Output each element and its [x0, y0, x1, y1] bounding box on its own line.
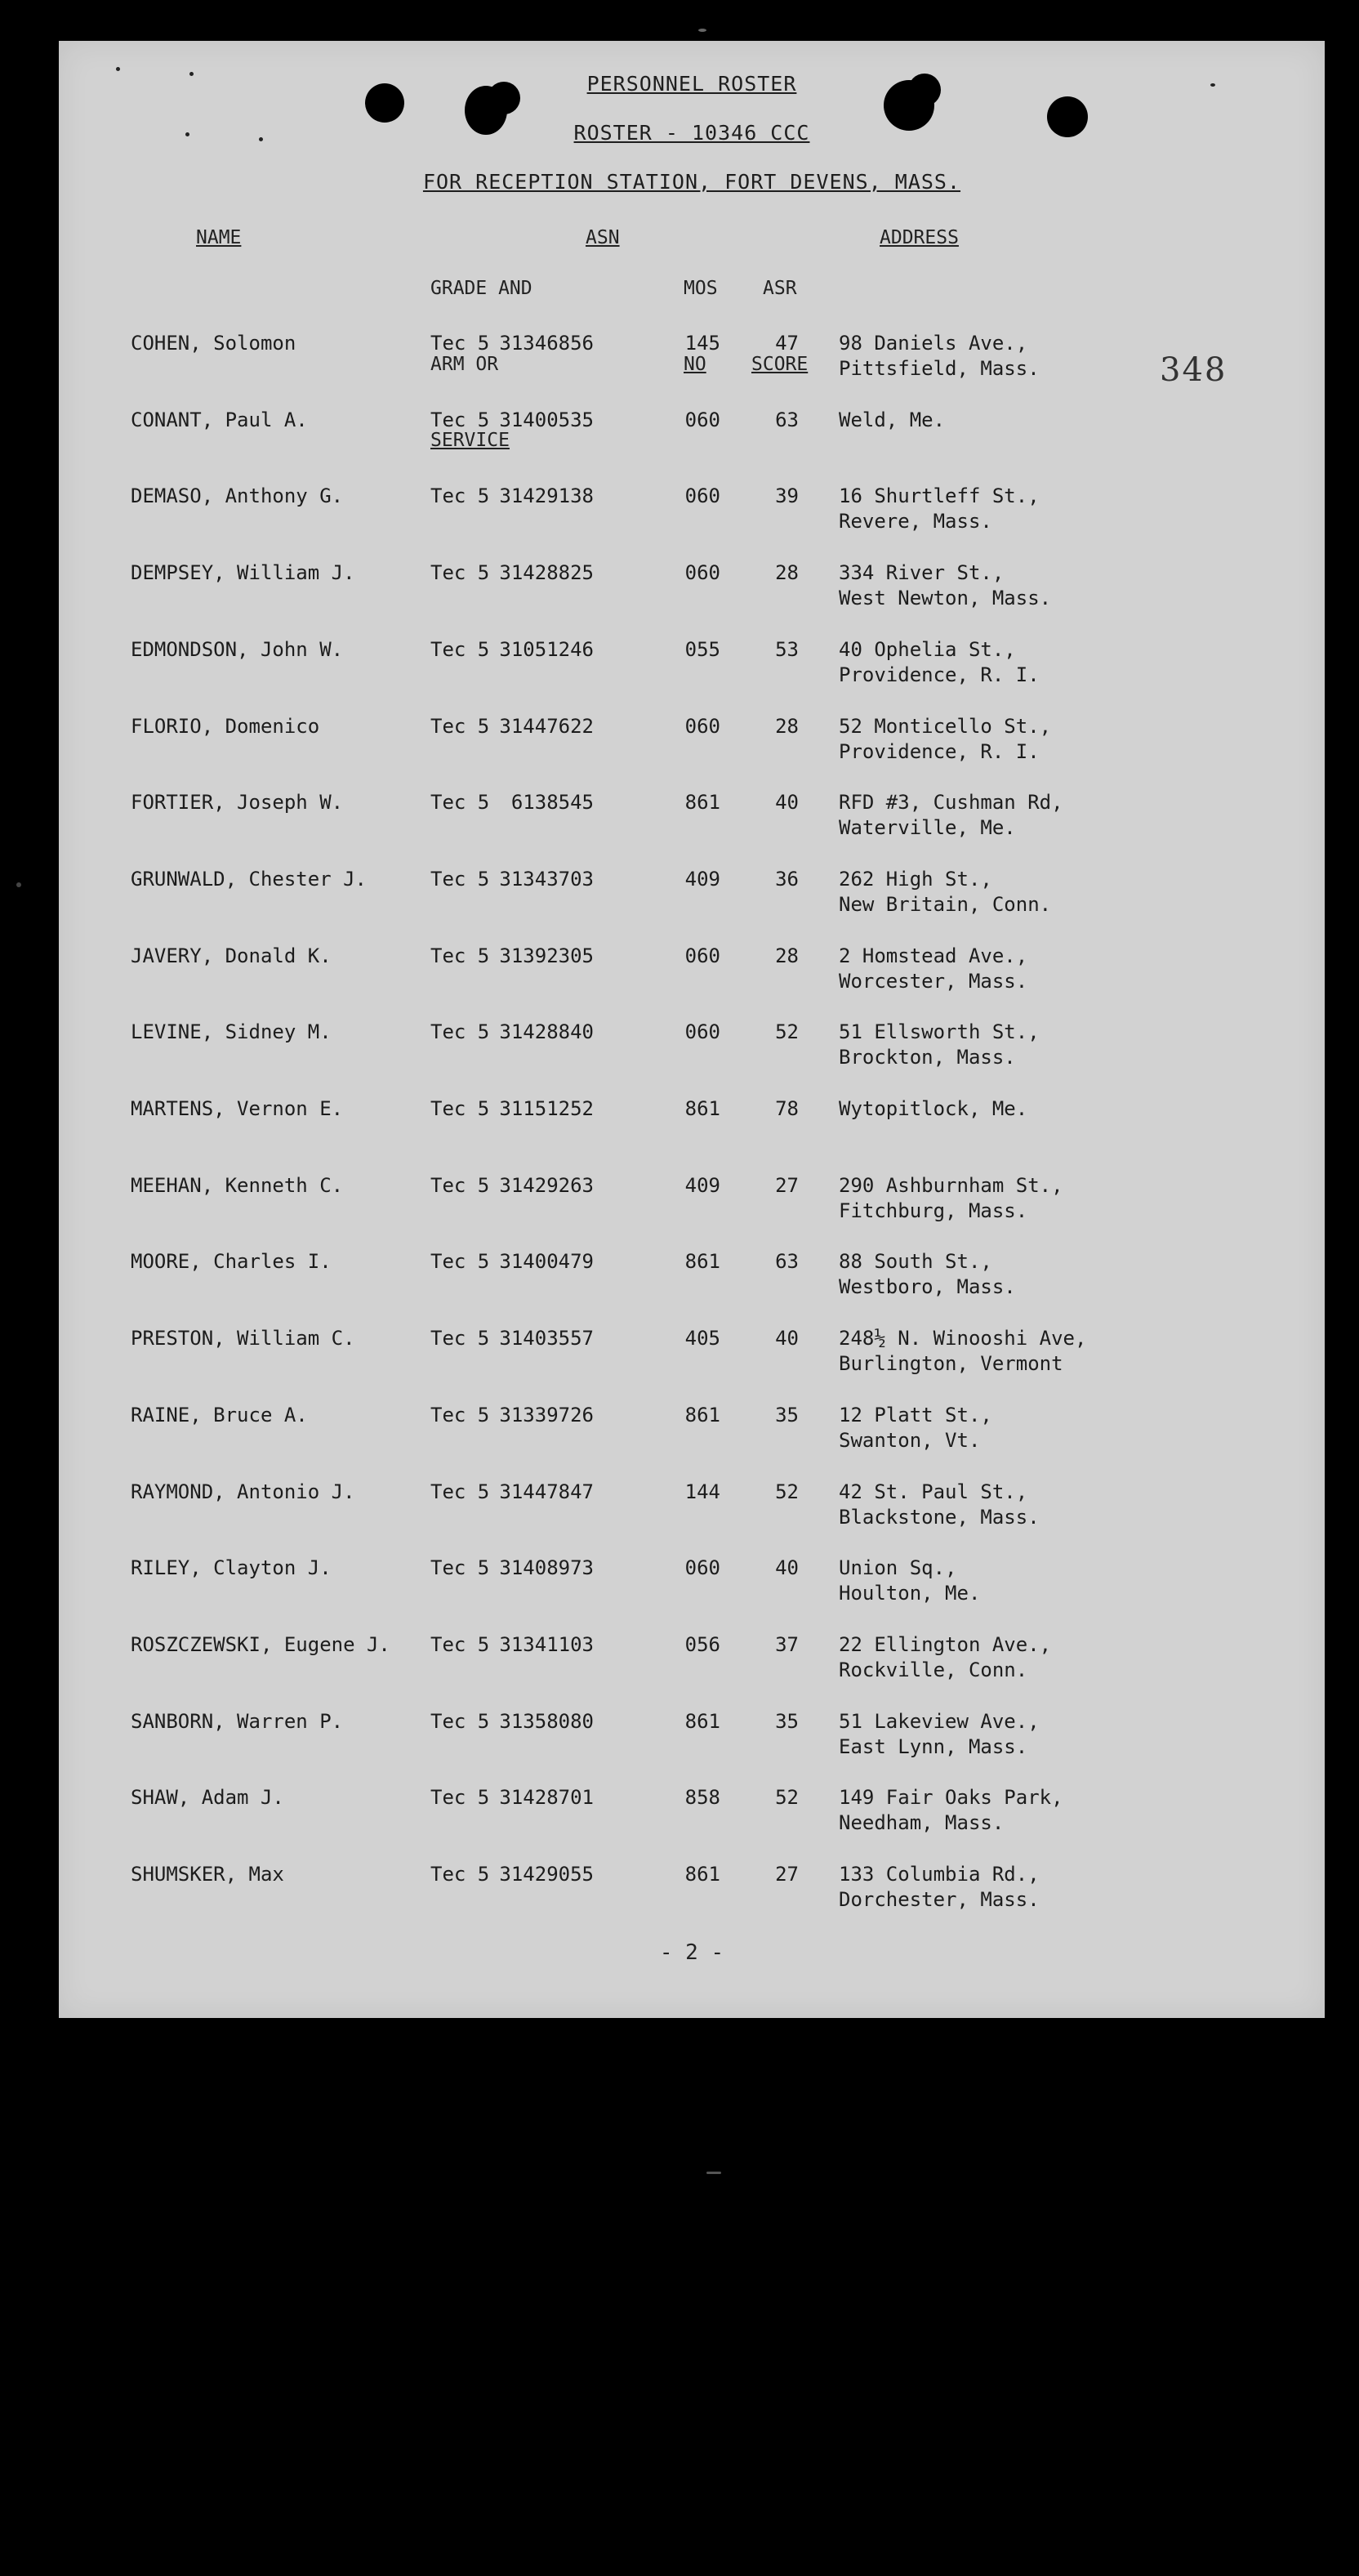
address-line: 149 Fair Oaks Park, — [839, 1786, 1063, 1809]
margin-number: 348 — [1160, 351, 1228, 389]
person-name: FORTIER, Joseph W. — [131, 791, 344, 814]
address-line: 51 Ellsworth St., — [839, 1020, 1040, 1043]
mos-number: 405 — [684, 1327, 720, 1350]
table-row — [59, 1480, 1325, 1532]
header-asn: ASN — [586, 227, 620, 248]
address-line: Waterville, Me. — [839, 816, 1016, 839]
address — [839, 1173, 1063, 1224]
asn: 31429055 — [499, 1863, 594, 1886]
address-line: RFD #3, Cushman Rd, — [839, 791, 1063, 814]
address-line: Westboro, Mass. — [839, 1275, 1016, 1298]
table-row — [59, 637, 1325, 690]
address-line: Burlington, Vermont — [839, 1352, 1063, 1375]
asr-score: 52 — [775, 1786, 799, 1809]
address — [839, 790, 1063, 841]
table-row — [59, 790, 1325, 842]
asn: 31400479 — [499, 1250, 594, 1273]
grade: Tec 5 — [430, 1327, 490, 1350]
asr-score: 52 — [775, 1020, 799, 1043]
table-row — [59, 1249, 1325, 1301]
grade: Tec 5 — [430, 1250, 490, 1273]
header-grade-line-3: SERVICE — [430, 430, 510, 451]
address-line: Brockton, Mass. — [839, 1046, 1016, 1069]
document-title: PERSONNEL ROSTER — [586, 72, 797, 96]
asn: 31403557 — [499, 1327, 594, 1350]
person-name: RAINE, Bruce A. — [131, 1404, 308, 1426]
address — [839, 1480, 1040, 1530]
address-line: Fitchburg, Mass. — [839, 1199, 1028, 1222]
address — [839, 560, 1051, 611]
person-name: FLORIO, Domenico — [131, 715, 320, 738]
address-line: 98 Daniels Ave., — [839, 332, 1028, 355]
address-line: Houlton, Me. — [839, 1582, 981, 1605]
address — [839, 484, 1040, 534]
asn: 31339726 — [499, 1404, 594, 1426]
table-row — [59, 1632, 1325, 1685]
asn: 31429263 — [499, 1174, 594, 1197]
address-line: 248½ N. Winooshi Ave, — [839, 1327, 1087, 1350]
address — [839, 408, 945, 433]
mos-number: 056 — [684, 1633, 720, 1656]
asr-score: 52 — [775, 1480, 799, 1503]
address-line: 133 Columbia Rd., — [839, 1863, 1040, 1886]
asn: 31429138 — [499, 484, 594, 507]
grade: Tec 5 — [430, 1863, 490, 1886]
asn: 31051246 — [499, 638, 594, 661]
grade: Tec 5 — [430, 1174, 490, 1197]
person-name: DEMASO, Anthony G. — [131, 484, 344, 507]
roster-sheet — [59, 41, 1325, 2018]
address — [839, 331, 1040, 382]
table-row — [59, 408, 1325, 460]
header-grade-line-1: GRADE AND — [430, 278, 532, 299]
address — [839, 1709, 1040, 1760]
address-line: West Newton, Mass. — [839, 587, 1052, 609]
mos-number: 060 — [684, 484, 720, 507]
asr-score: 39 — [775, 484, 799, 507]
mos-number: 060 — [684, 1020, 720, 1043]
grade: Tec 5 — [430, 1556, 490, 1579]
table-row — [59, 1326, 1325, 1378]
mos-number: 144 — [684, 1480, 720, 1503]
mos-number: 861 — [684, 1863, 720, 1886]
person-name: COHEN, Solomon — [131, 332, 296, 355]
asr-score: 36 — [775, 868, 799, 891]
mos-number: 060 — [684, 561, 720, 584]
person-name: RAYMOND, Antonio J. — [131, 1480, 355, 1503]
table-row — [59, 1020, 1325, 1072]
person-name: SANBORN, Warren P. — [131, 1710, 344, 1733]
speck — [698, 29, 706, 32]
mos-number: 861 — [684, 1250, 720, 1273]
asn: 31428825 — [499, 561, 594, 584]
grade: Tec 5 — [430, 1786, 490, 1809]
asr-score: 27 — [775, 1174, 799, 1197]
grade: Tec 5 — [430, 484, 490, 507]
speck — [16, 882, 21, 887]
asr-score: 28 — [775, 944, 799, 967]
mos-number: 060 — [684, 944, 720, 967]
asr-score: 63 — [775, 1250, 799, 1273]
table-row — [59, 560, 1325, 613]
address — [839, 1020, 1040, 1070]
table-row — [59, 944, 1325, 996]
header-name: NAME — [196, 227, 242, 248]
table-row — [59, 867, 1325, 919]
address-line: 2 Homstead Ave., — [839, 944, 1028, 967]
grade: Tec 5 — [430, 868, 490, 891]
header-asr-line-1: ASR — [763, 278, 797, 299]
asn: 31343703 — [499, 868, 594, 891]
person-name: ROSZCZEWSKI, Eugene J. — [131, 1633, 390, 1656]
roster-number: ROSTER - 10346 CCC — [573, 121, 810, 145]
mos-number: 861 — [684, 1404, 720, 1426]
header-grade-line-2: ARM OR — [430, 354, 499, 375]
table-row — [59, 1862, 1325, 1914]
mos-number: 409 — [684, 868, 720, 891]
address-line: Providence, R. I. — [839, 740, 1040, 763]
table-row — [59, 714, 1325, 766]
person-name: MARTENS, Vernon E. — [131, 1097, 344, 1120]
address-line: Wytopitlock, Me. — [839, 1097, 1028, 1120]
header-address: ADDRESS — [880, 227, 959, 248]
page-number: - 2 - — [659, 1940, 724, 1965]
table-row — [59, 1403, 1325, 1455]
mos-number: 060 — [684, 715, 720, 738]
address-line: Pittsfield, Mass. — [839, 357, 1040, 380]
address-line: Worcester, Mass. — [839, 970, 1028, 993]
address-line: Needham, Mass. — [839, 1811, 1005, 1834]
table-row — [59, 1556, 1325, 1608]
address-line: 52 Monticello St., — [839, 715, 1052, 738]
table-row — [59, 331, 1325, 383]
speck — [116, 67, 120, 71]
person-name: MOORE, Charles I. — [131, 1250, 332, 1273]
mos-number: 060 — [684, 408, 720, 431]
asr-score: 35 — [775, 1404, 799, 1426]
person-name: DEMPSEY, William J. — [131, 561, 355, 584]
address-line: Providence, R. I. — [839, 663, 1040, 686]
person-name: MEEHAN, Kenneth C. — [131, 1174, 344, 1197]
mos-number: 055 — [684, 638, 720, 661]
asn: 31151252 — [499, 1097, 594, 1120]
address — [839, 714, 1051, 765]
asr-score: 28 — [775, 561, 799, 584]
mos-number: 409 — [684, 1174, 720, 1197]
address-line: 22 Ellington Ave., — [839, 1633, 1052, 1656]
address — [839, 1249, 1016, 1300]
person-name: EDMONDSON, John W. — [131, 638, 344, 661]
address — [839, 637, 1040, 688]
mos-number: 861 — [684, 1097, 720, 1120]
asr-score: 78 — [775, 1097, 799, 1120]
asr-score: 40 — [775, 1327, 799, 1350]
asn: 31346856 — [499, 332, 594, 355]
address-line: Rockville, Conn. — [839, 1659, 1028, 1681]
person-name: CONANT, Paul A. — [131, 408, 308, 431]
asn: 31358080 — [499, 1710, 594, 1733]
address-line: New Britain, Conn. — [839, 893, 1052, 916]
speck — [706, 2172, 721, 2174]
asr-score: 28 — [775, 715, 799, 738]
grade: Tec 5 — [430, 332, 490, 355]
address-line: 88 South St., — [839, 1250, 992, 1273]
table-row — [59, 484, 1325, 536]
person-name: PRESTON, William C. — [131, 1327, 355, 1350]
address-line: Union Sq., — [839, 1556, 957, 1579]
asn: 31408973 — [499, 1556, 594, 1579]
address — [839, 1096, 1027, 1122]
header-mos-line-2: NO — [684, 354, 706, 375]
address-line: 334 River St., — [839, 561, 1005, 584]
asr-score: 40 — [775, 1556, 799, 1579]
grade: Tec 5 — [430, 1633, 490, 1656]
grade: Tec 5 — [430, 1480, 490, 1503]
address-line: East Lynn, Mass. — [839, 1735, 1028, 1758]
grade: Tec 5 — [430, 638, 490, 661]
table-row — [59, 1709, 1325, 1761]
address-line: 290 Ashburnham St., — [839, 1174, 1063, 1197]
grade: Tec 5 — [430, 1404, 490, 1426]
address-line: Revere, Mass. — [839, 510, 992, 533]
address-line: 40 Ophelia St., — [839, 638, 1016, 661]
grade: Tec 5 — [430, 715, 490, 738]
person-name: GRUNWALD, Chester J. — [131, 868, 367, 891]
mos-number: 858 — [684, 1786, 720, 1809]
asr-score: 35 — [775, 1710, 799, 1733]
table-row — [59, 1096, 1325, 1149]
grade: Tec 5 — [430, 408, 490, 431]
address-line: 16 Shurtleff St., — [839, 484, 1040, 507]
table-row — [59, 1173, 1325, 1225]
address — [839, 1785, 1063, 1836]
mos-number: 060 — [684, 1556, 720, 1579]
table-row — [59, 1785, 1325, 1837]
address — [839, 944, 1027, 994]
asn: 6138545 — [510, 791, 594, 814]
address-line: Dorchester, Mass. — [839, 1888, 1040, 1911]
asn: 31341103 — [499, 1633, 594, 1656]
asr-score: 53 — [775, 638, 799, 661]
address-line: 42 St. Paul St., — [839, 1480, 1028, 1503]
asn: 31447847 — [499, 1480, 594, 1503]
asr-score: 40 — [775, 791, 799, 814]
asn: 31428840 — [499, 1020, 594, 1043]
address-line: Blackstone, Mass. — [839, 1506, 1040, 1529]
person-name: LEVINE, Sidney M. — [131, 1020, 332, 1043]
asr-score: 27 — [775, 1863, 799, 1886]
header-asr — [751, 225, 808, 428]
asn: 31428701 — [499, 1786, 594, 1809]
person-name: JAVERY, Donald K. — [131, 944, 332, 967]
address — [839, 1862, 1040, 1913]
address — [839, 1326, 1086, 1377]
grade: Tec 5 — [430, 791, 490, 814]
grade: Tec 5 — [430, 1020, 490, 1043]
person-name: SHAW, Adam J. — [131, 1786, 284, 1809]
header-mos — [684, 225, 729, 428]
mos-number: 861 — [684, 1710, 720, 1733]
grade: Tec 5 — [430, 1097, 490, 1120]
header-asr-line-2: SCORE — [751, 354, 809, 375]
address — [839, 1556, 980, 1606]
address — [839, 1403, 992, 1453]
mos-number: 145 — [684, 332, 720, 355]
asr-score: 37 — [775, 1633, 799, 1656]
person-name: SHUMSKER, Max — [131, 1863, 284, 1886]
grade: Tec 5 — [430, 1710, 490, 1733]
mos-number: 861 — [684, 791, 720, 814]
person-name: RILEY, Clayton J. — [131, 1556, 332, 1579]
address — [839, 867, 1051, 917]
asr-score: 63 — [775, 408, 799, 431]
address-line: 51 Lakeview Ave., — [839, 1710, 1040, 1733]
address-line: Weld, Me. — [839, 408, 946, 431]
address-line: 12 Platt St., — [839, 1404, 992, 1426]
asr-score: 47 — [775, 332, 799, 355]
address-line: Swanton, Vt. — [839, 1429, 981, 1452]
address — [839, 1632, 1051, 1683]
address-line: 262 High St., — [839, 868, 992, 891]
header-mos-line-1: MOS — [684, 278, 718, 299]
grade: Tec 5 — [430, 944, 490, 967]
station-line: FOR RECEPTION STATION, FORT DEVENS, MASS. — [422, 170, 961, 194]
grade: Tec 5 — [430, 561, 490, 584]
asn: 31400535 — [499, 408, 594, 431]
asn: 31392305 — [499, 944, 594, 967]
asn: 31447622 — [499, 715, 594, 738]
